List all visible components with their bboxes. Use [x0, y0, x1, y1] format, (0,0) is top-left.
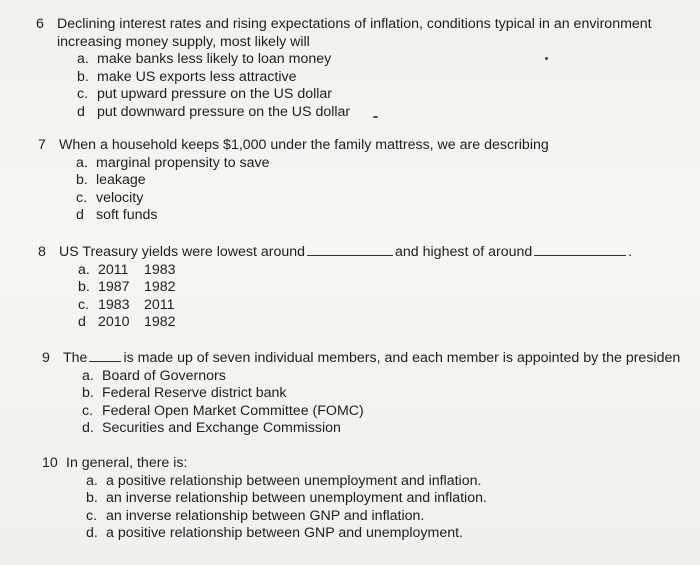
- question-7-line-1: [38, 137, 549, 155]
- options-list: [42, 368, 680, 438]
- option-b[interactable]: b. 1987 1982: [78, 279, 176, 295]
- question-number: 9: [42, 350, 50, 366]
- question-number: 7: [38, 137, 46, 153]
- option-a[interactable]: a. Board of Governors: [82, 367, 226, 384]
- option-c[interactable]: c. an inverse relationship between GNP and inflation.: [86, 507, 425, 524]
- question-9-line-1: [42, 350, 680, 368]
- question-6-line-2: [36, 34, 652, 52]
- option-c[interactable]: c. Federal Open Market Committee (FOMC): [82, 402, 364, 419]
- option-d[interactable]: d. a positive relationship between GNP and unemployment.: [86, 525, 464, 541]
- question-text: In general, there is:: [66, 455, 188, 471]
- option-b[interactable]: b. Federal Reserve district bank: [82, 385, 287, 401]
- question-number: 10: [42, 455, 58, 471]
- question-10-line-1: [42, 455, 487, 473]
- question-7: [38, 137, 549, 225]
- option-c[interactable]: c. 1983 2011: [78, 296, 175, 313]
- question-text: .: [628, 244, 633, 260]
- question-9: [42, 350, 680, 438]
- ink-speck: [373, 116, 378, 118]
- answer-blank[interactable]: [534, 254, 626, 256]
- option-a[interactable]: a. a positive relationship between unemployment and inflation.: [86, 472, 482, 489]
- question-text: Declining interest rates and rising expectations of inflation, conditions typical in an environment: [57, 16, 652, 32]
- option-b[interactable]: b. an inverse relationship between unemployment and inflation.: [86, 490, 487, 506]
- question-10: [42, 455, 487, 543]
- question-text: US Treasury yields were lowest around: [59, 244, 306, 260]
- answer-blank[interactable]: [89, 360, 121, 362]
- option-a[interactable]: a. 2011 1983: [78, 261, 176, 278]
- option-d[interactable]: d. Securities and Exchange Commission: [82, 420, 341, 436]
- question-text: When a household keeps $1,000 under the family mattress, we are describing: [59, 137, 549, 153]
- option-d[interactable]: d soft funds: [76, 207, 158, 223]
- option-c[interactable]: c. velocity: [76, 189, 144, 206]
- question-text: The: [63, 350, 88, 366]
- answer-blank[interactable]: [307, 254, 393, 256]
- question-text: and highest of around: [395, 244, 533, 260]
- question-number: 6: [36, 16, 44, 32]
- option-d[interactable]: d 2010 1982: [78, 314, 176, 330]
- question-8: [38, 244, 632, 332]
- option-a[interactable]: a. marginal propensity to save: [76, 154, 270, 171]
- options-list: [38, 262, 632, 332]
- question-text: is made up of seven individual members, and each member is appointed by the presiden: [123, 350, 681, 366]
- options-list: [36, 51, 652, 121]
- options-list: [42, 473, 487, 543]
- option-c[interactable]: c. put upward pressure on the US dollar: [77, 86, 333, 102]
- question-text: increasing money supply, most likely will: [57, 33, 310, 50]
- options-list: [38, 155, 549, 225]
- option-d[interactable]: d put downward pressure on the US dollar: [77, 103, 351, 120]
- question-8-line-1: [38, 244, 632, 262]
- question-number: 8: [38, 244, 46, 260]
- question-6: [36, 16, 652, 121]
- option-b[interactable]: b. leakage: [76, 172, 146, 188]
- option-a[interactable]: a. make banks less likely to loan money: [77, 51, 332, 67]
- ink-speck: [545, 57, 548, 60]
- question-6-line-1: [36, 16, 652, 34]
- option-b[interactable]: b. make US exports less attractive: [77, 68, 297, 85]
